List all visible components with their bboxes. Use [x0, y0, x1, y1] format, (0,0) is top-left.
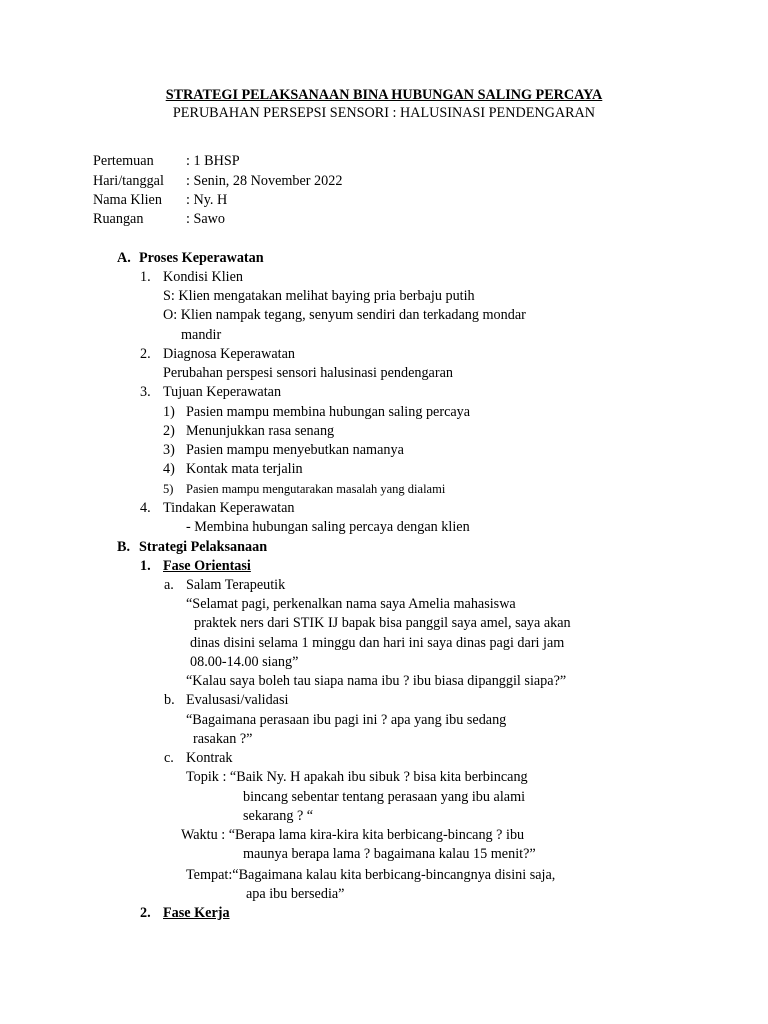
- info-value-pertemuan: : 1 BHSP: [186, 153, 240, 169]
- info-label-nama: Nama Klien: [93, 192, 162, 208]
- section-b-title: Strategi Pelaksanaan: [139, 539, 268, 555]
- tujuan-title: Tujuan Keperawatan: [163, 384, 282, 400]
- tujuan-item-num: 1): [163, 404, 175, 420]
- info-value-ruangan: : Sawo: [186, 211, 226, 227]
- tujuan-item-text: Menunjukkan rasa senang: [186, 423, 335, 439]
- info-label-ruangan: Ruangan: [93, 211, 144, 227]
- diagnosa-num: 2.: [140, 346, 151, 362]
- diagnosa-title: Diagnosa Keperawatan: [163, 346, 295, 362]
- kontrak-marker: c.: [164, 750, 174, 766]
- section-a-title: Proses Keperawatan: [139, 250, 264, 266]
- tujuan-item-text: Pasien mampu mengutarakan masalah yang dialami: [186, 482, 446, 496]
- tujuan-item-num: 5): [163, 482, 174, 496]
- tindakan-num: 4.: [140, 500, 151, 516]
- salam-line: praktek ners dari STIK IJ bapak bisa panggil saya amel, saya akan: [194, 615, 571, 631]
- evaluasi-line: rasakan ?”: [193, 731, 253, 747]
- document-title: STRATEGI PELAKSANAAN BINA HUBUNGAN SALING PERCAYA: [165, 87, 603, 103]
- info-value-nama: : Ny. H: [186, 192, 228, 208]
- salam-line: “Kalau saya boleh tau siapa nama ibu ? ibu biasa dipanggil siapa?”: [186, 673, 567, 689]
- evaluasi-line: “Bagaimana perasaan ibu pagi ini ? apa yang ibu sedang: [186, 712, 507, 728]
- kondisi-objective-cont: mandir: [181, 327, 222, 343]
- kontrak-tempat-line: apa ibu bersedia”: [246, 886, 345, 902]
- kontrak-topik-line: bincang sebentar tentang perasaan yang ibu alami: [243, 789, 526, 805]
- section-b-marker: B.: [117, 539, 131, 555]
- salam-line: dinas disini selama 1 minggu dan hari ini saya dinas pagi dari jam: [190, 635, 565, 651]
- salam-title: Salam Terapeutik: [186, 577, 286, 593]
- evaluasi-title: Evalusasi/validasi: [186, 692, 289, 708]
- kondisi-objective: O: Klien nampak tegang, senyum sendiri dan terkadang mondar: [163, 307, 526, 323]
- tindakan-title: Tindakan Keperawatan: [163, 500, 295, 516]
- orientasi-num: 1.: [140, 558, 151, 574]
- info-label-pertemuan: Pertemuan: [93, 153, 154, 169]
- kerja-num: 2.: [140, 905, 151, 921]
- info-value-hari: : Senin, 28 November 2022: [186, 173, 343, 189]
- tujuan-num: 3.: [140, 384, 151, 400]
- salam-line: “Selamat pagi, perkenalkan nama saya Amelia mahasiswa: [186, 596, 516, 612]
- kerja-title: Fase Kerja: [163, 905, 230, 921]
- kontrak-topik-line: sekarang ? “: [243, 808, 314, 824]
- tujuan-item-text: Pasien mampu membina hubungan saling percaya: [186, 404, 471, 420]
- kontrak-waktu-line: maunya berapa lama ? bagaimana kalau 15 menit?”: [243, 846, 536, 862]
- tujuan-item-num: 2): [163, 423, 175, 439]
- salam-line: 08.00-14.00 siang”: [190, 654, 299, 670]
- tindakan-text: - Membina hubungan saling percaya dengan klien: [186, 519, 470, 535]
- kontrak-title: Kontrak: [186, 750, 233, 766]
- kontrak-topik-line: Topik : “Baik Ny. H apakah ibu sibuk ? bisa kita berbincang: [186, 769, 528, 785]
- tujuan-item-text: Pasien mampu menyebutkan namanya: [186, 442, 404, 458]
- document-subtitle: PERUBAHAN PERSEPSI SENSORI : HALUSINASI PENDENGARAN: [172, 105, 596, 121]
- diagnosa-text: Perubahan perspesi sensori halusinasi pendengaran: [163, 365, 453, 381]
- kontrak-waktu-line: Waktu : “Berapa lama kira-kira kita berbicang-bincang ? ibu: [181, 827, 525, 843]
- salam-marker: a.: [164, 577, 174, 593]
- kondisi-title: Kondisi Klien: [163, 269, 243, 285]
- tujuan-item-num: 4): [163, 461, 175, 477]
- tujuan-item-num: 3): [163, 442, 175, 458]
- kondisi-num: 1.: [140, 269, 151, 285]
- kontrak-tempat-line: Tempat:“Bagaimana kalau kita berbicang-bincangnya disini saja,: [186, 867, 556, 883]
- orientasi-title: Fase Orientasi: [163, 558, 251, 574]
- section-a-marker: A.: [117, 250, 131, 266]
- kondisi-subjective: S: Klien mengatakan melihat baying pria berbaju putih: [163, 288, 475, 304]
- tujuan-item-text: Kontak mata terjalin: [186, 461, 303, 477]
- info-label-hari: Hari/tanggal: [93, 173, 164, 189]
- evaluasi-marker: b.: [164, 692, 175, 708]
